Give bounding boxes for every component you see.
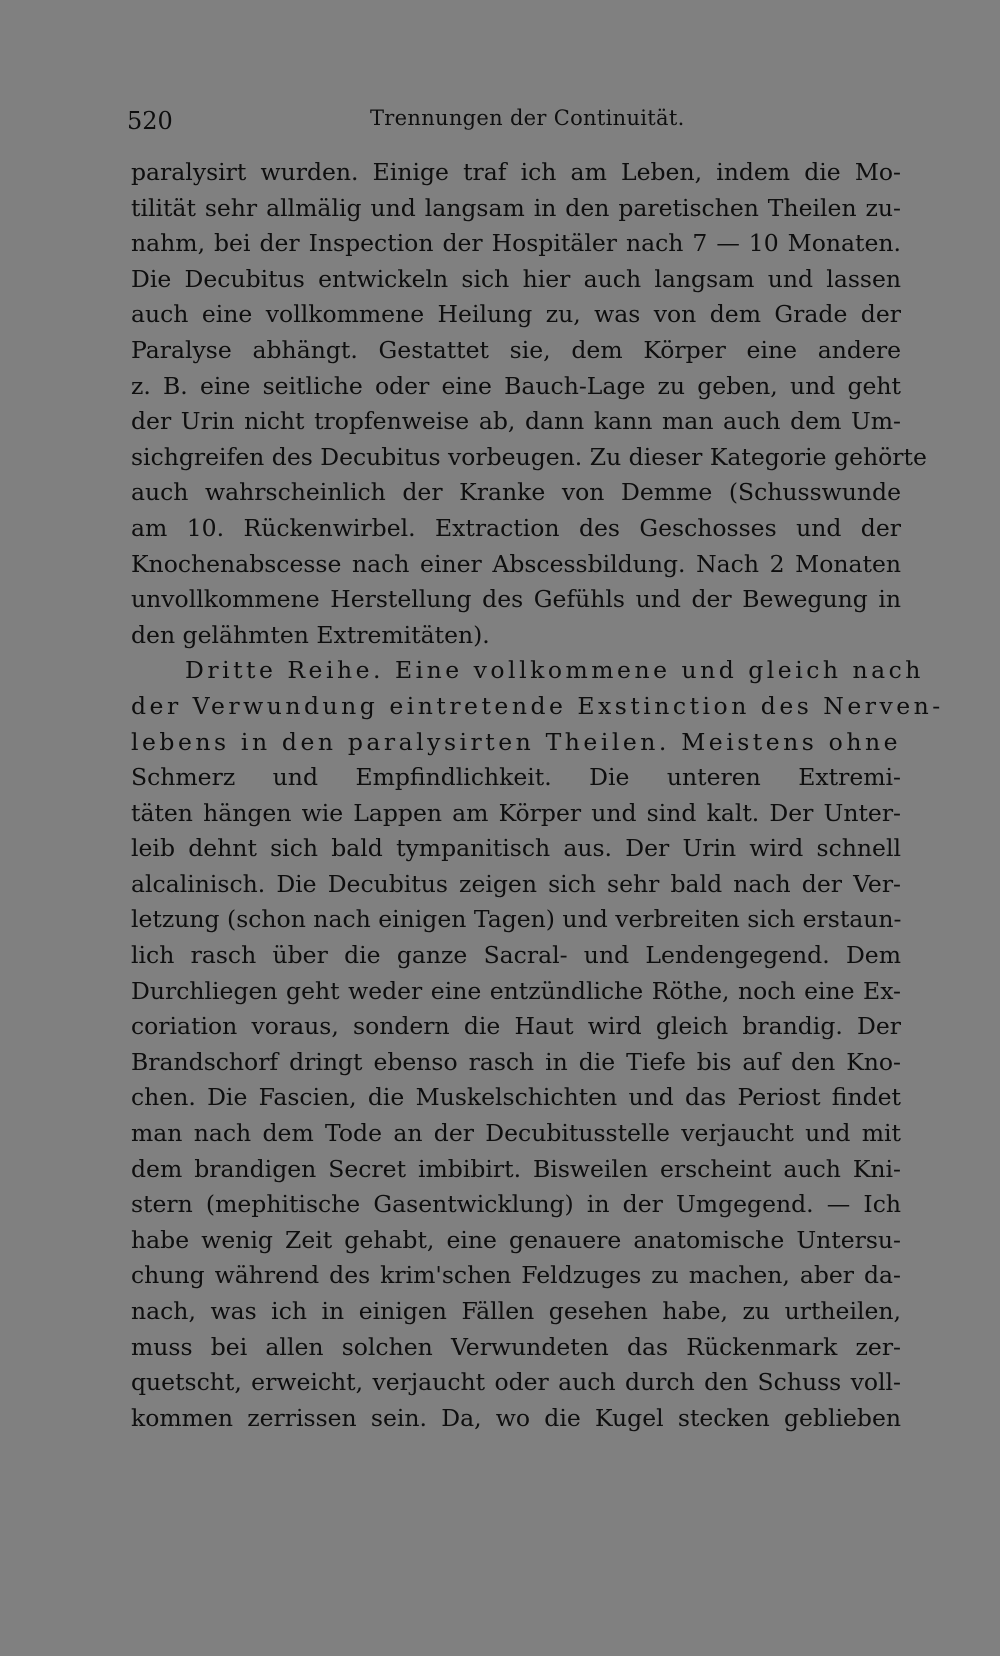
text-line: paralysirt wurden. Einige traf ich am Leben, indem die Mo- [131,158,901,186]
text-line: habe wenig Zeit gehabt, eine genauere anatomische Untersu- [131,1225,901,1254]
text-line: der Verwundung eintretende Exstinction des Nerven- [131,691,944,720]
text-line: coriation voraus, sondern die Haut wird gleich brandig. Der [131,1012,901,1041]
text-line: Knochenabscesse nach einer Abscessbildung. Nach 2 Monaten [131,549,901,578]
text-line: unvollkommene Herstellung des Gefühls und der Bewegung in [131,585,901,614]
text-line: täten hängen wie Lappen am Körper und sind kalt. Der Unter- [131,798,901,827]
text-line: letzung (schon nach einigen Tagen) und verbreiten sich erstaun- [131,905,902,934]
running-title: Trennungen der Continuität. [370,106,685,130]
text-line: dem brandigen Secret imbibirt. Bisweilen erscheint auch Kni- [131,1154,901,1183]
text-line: leib dehnt sich bald tympanitisch aus. Der Urin wird schnell [131,834,901,863]
text-line: nahm, bei der Inspection der Hospitäler nach 7 — 10 Monaten. [131,229,901,258]
text-line: muss bei allen solchen Verwundeten das Rückenmark zer- [131,1332,901,1361]
text-line: nach, was ich in einigen Fällen gesehen habe, zu urtheilen, [131,1297,901,1325]
text-line: Paralyse abhängt. Gestattet sie, dem Körper eine andere [131,335,901,364]
text-line: Brandschorf dringt ebenso rasch in die Tiefe bis auf den Kno- [131,1047,901,1076]
text-line: auch eine vollkommene Heilung zu, was von dem Grade der [131,300,901,329]
text-line: am 10. Rückenwirbel. Extraction des Geschosses und der [131,513,901,542]
text-line: lich rasch über die ganze Sacral- und Lendengegend. Dem [131,941,901,970]
text-line: tilität sehr allmälig und langsam in den paretischen Theilen zu- [131,193,901,222]
text-line: sichgreifen des Decubitus vorbeugen. Zu dieser Kategorie gehörte [131,442,927,471]
text-line: Schmerz und Empfindlichkeit. Die unteren Extremi- [131,763,901,792]
text-line: chen. Die Fascien, die Muskelschichten und das Periost findet [131,1083,901,1112]
text-line: chung während des krim'schen Feldzuges zu machen, aber da- [131,1261,901,1290]
text-line: alcalinisch. Die Decubitus zeigen sich sehr bald nach der Ver- [131,869,901,898]
text-line: Dritte Reihe. Eine vollkommene und gleich nach [185,656,924,685]
text-line: Die Decubitus entwickeln sich hier auch langsam und lassen [131,264,901,293]
body-text [131,155,944,1436]
text-line: man nach dem Tode an der Decubitusstelle verjaucht und mit [131,1119,901,1148]
text-line: lebens in den paralysirten Theilen. Meistens ohne [131,727,901,756]
page-number: 520 [127,107,173,135]
text-line: der Urin nicht tropfenweise ab, dann kann man auch dem Um- [131,407,901,436]
text-line: auch wahrscheinlich der Kranke von Demme (Schusswunde [131,478,901,507]
text-line: z. B. eine seitliche oder eine Bauch-Lage zu geben, und geht [131,371,901,400]
text-line: Durchliegen geht weder eine entzündliche Röthe, noch eine Ex- [131,976,901,1005]
text-line: den gelähmten Extremitäten). [131,620,490,649]
text-line: kommen zerrissen sein. Da, wo die Kugel stecken geblieben [131,1403,901,1432]
text-line: stern (mephitische Gasentwicklung) in der Umgegend. — Ich [131,1190,901,1219]
text-line: quetscht, erweicht, verjaucht oder auch durch den Schuss voll- [131,1368,901,1397]
